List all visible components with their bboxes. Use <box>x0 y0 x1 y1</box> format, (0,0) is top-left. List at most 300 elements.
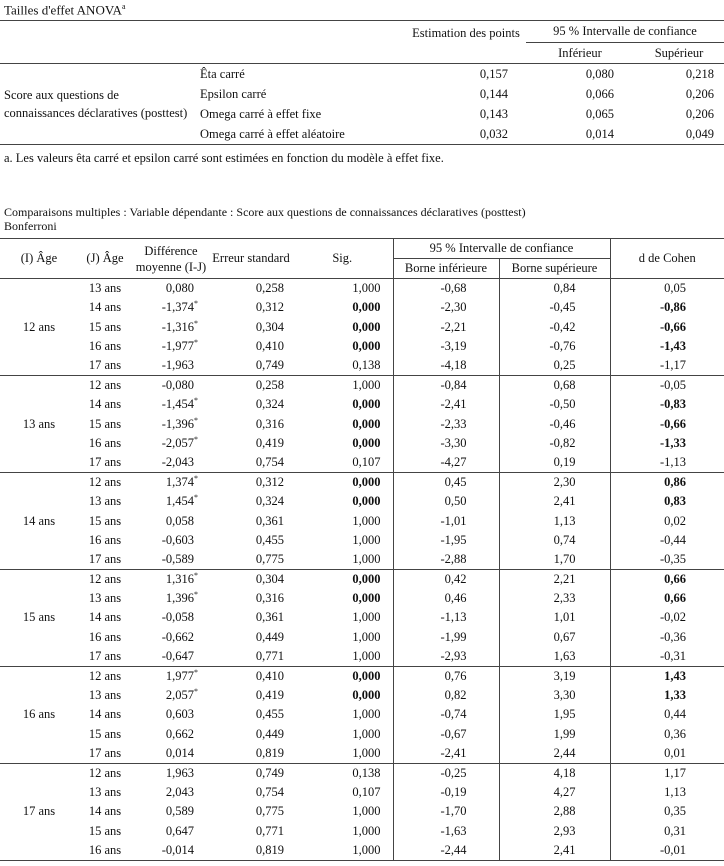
lower-bound: -4,18 <box>393 356 499 376</box>
anova-upper: 0,206 <box>685 106 714 121</box>
lower-bound: 0,50 <box>393 492 499 511</box>
anova-footnote: a. Les valeurs êta carré et epsilon carré sont estimées en fonction du modèle à effet fixe. <box>4 151 444 165</box>
comparison-row <box>0 376 724 396</box>
significance: 0,107 <box>352 454 381 469</box>
std-error: 0,819 <box>255 745 284 760</box>
anova-measure-name: Êta carré <box>200 66 245 81</box>
significance-marker: * <box>194 434 198 444</box>
comparison-row <box>0 356 724 376</box>
lower-bound: -1,99 <box>393 628 499 647</box>
header-j-age: (J) Âge <box>78 239 132 279</box>
significance: 0,000 <box>292 473 393 493</box>
significance: 1,000 <box>352 629 381 644</box>
comparison-row <box>0 492 724 511</box>
j-age: 17 ans <box>88 358 122 373</box>
lower-bound: -2,93 <box>393 647 499 667</box>
j-age: 17 ans <box>88 648 122 663</box>
upper-bound: 2,21 <box>499 570 610 590</box>
cohens-d: 0,44 <box>610 705 724 724</box>
multi-title-line: Comparaisons multiples : Variable dépendante : Score aux questions de connaissances déclaratives (posttest) <box>4 205 526 219</box>
anova-title: Tailles d'effet ANOVA$^a$ <box>4 2 126 18</box>
header-sig: Sig. <box>292 239 393 279</box>
lower-bound: -3,30 <box>393 434 499 453</box>
cohens-d: -0,44 <box>610 531 724 550</box>
std-error: 0,449 <box>255 726 284 741</box>
significance: 1,000 <box>292 279 393 299</box>
lower-bound: 0,82 <box>393 686 499 705</box>
lower-bound: -0,84 <box>393 376 499 396</box>
anova-header-lower: Inférieur <box>526 43 634 64</box>
cohens-d: -1,43 <box>610 337 724 356</box>
comparison-row <box>0 589 724 608</box>
lower-bound: -0,68 <box>393 279 499 299</box>
anova-measure-name: Omega carré à effet aléatoire <box>200 126 345 141</box>
lower-bound: -1,01 <box>393 511 499 530</box>
upper-bound: 1,95 <box>499 705 610 724</box>
j-age: 14 ans <box>88 804 122 819</box>
lower-bound: -1,70 <box>393 802 499 821</box>
std-error: 0,819 <box>210 841 292 861</box>
lower-bound: -0,74 <box>393 705 499 724</box>
mean-difference-value: -0,058 <box>161 610 194 625</box>
j-age: 13 ans <box>88 688 122 703</box>
lower-bound: -0,25 <box>393 763 499 783</box>
mean-difference-value: -0,080 <box>161 378 194 393</box>
anova-row-label: Score aux questions de connaissances déclaratives (posttest) <box>0 64 190 145</box>
mean-difference-value: -2,043 <box>161 454 194 469</box>
mean-difference <box>132 453 210 473</box>
anova-header-ci: 95 % Intervalle de confiance <box>526 21 724 43</box>
std-error: 0,312 <box>210 473 292 493</box>
significance: 1,000 <box>352 648 381 663</box>
upper-bound: 0,25 <box>499 356 610 376</box>
comparison-row <box>0 725 724 744</box>
mean-difference <box>132 434 210 453</box>
std-error: 0,449 <box>255 629 284 644</box>
significance: 0,000 <box>292 570 393 590</box>
mean-difference-value: 2,057 <box>165 688 194 703</box>
mean-difference <box>132 376 210 396</box>
mean-difference-value: 0,603 <box>165 707 194 722</box>
lower-bound: -2,33 <box>393 415 499 434</box>
cohens-d: -0,86 <box>610 298 724 317</box>
upper-bound: 2,93 <box>499 821 610 840</box>
comparison-row <box>0 686 724 705</box>
lower-bound: -1,63 <box>393 821 499 840</box>
upper-bound: 1,70 <box>499 550 610 570</box>
j-age: 14 ans <box>88 300 122 315</box>
std-error: 0,410 <box>255 338 284 353</box>
mean-difference-value: -1,963 <box>161 358 194 373</box>
upper-bound: 2,33 <box>499 589 610 608</box>
significance: 0,000 <box>352 688 381 703</box>
upper-bound: 0,67 <box>499 628 610 647</box>
significance: 0,138 <box>352 358 381 373</box>
lower-bound: 0,46 <box>393 589 499 608</box>
significance: 1,000 <box>352 610 381 625</box>
significance: 1,000 <box>352 804 381 819</box>
std-error: 0,361 <box>255 513 284 528</box>
cohens-d: 0,36 <box>610 725 724 744</box>
header-upper-bound: Borne supérieure <box>499 259 610 279</box>
mean-difference-value: 2,043 <box>165 785 194 800</box>
mean-difference <box>132 783 210 802</box>
significance: 0,000 <box>292 666 393 686</box>
std-error: 0,771 <box>255 648 284 663</box>
comparison-row <box>0 531 724 550</box>
j-age: 12 ans <box>78 376 132 396</box>
mean-difference-value: -1,374 <box>161 300 194 315</box>
mean-difference <box>132 473 210 493</box>
comparison-row <box>0 608 724 627</box>
mean-difference-value: -0,647 <box>161 648 194 663</box>
mean-difference-value: 0,014 <box>165 745 194 760</box>
significance: 0,000 <box>352 494 381 509</box>
anova-estimate: 0,032 <box>479 126 508 141</box>
lower-bound: 0,45 <box>393 473 499 493</box>
mean-difference <box>132 279 210 299</box>
j-age: 16 ans <box>88 532 122 547</box>
cohens-d: 0,35 <box>610 802 724 821</box>
comparison-row <box>0 337 724 356</box>
lower-bound: -0,67 <box>393 725 499 744</box>
upper-bound: -0,76 <box>499 337 610 356</box>
significance: 0,107 <box>352 785 381 800</box>
std-error: 0,754 <box>255 785 284 800</box>
j-age: 12 ans <box>78 473 132 493</box>
j-age: 16 ans <box>88 435 122 450</box>
std-error: 0,304 <box>210 570 292 590</box>
cohens-d: 0,66 <box>610 570 724 590</box>
cohens-d: -0,31 <box>610 647 724 667</box>
significance-marker: * <box>194 337 198 347</box>
anova-estimate: 0,157 <box>479 66 508 81</box>
lower-bound: -2,30 <box>393 298 499 317</box>
std-error: 0,258 <box>210 279 292 299</box>
mean-difference-value: 1,454 <box>165 494 194 509</box>
comparison-row <box>0 473 724 493</box>
i-age-label: 17 ans <box>0 763 78 860</box>
mean-difference <box>132 511 210 530</box>
j-age: 13 ans <box>88 591 122 606</box>
upper-bound: -0,82 <box>499 434 610 453</box>
mean-difference-value: 0,058 <box>165 513 194 528</box>
upper-bound: 0,19 <box>499 453 610 473</box>
mean-difference <box>132 608 210 627</box>
upper-bound: 2,44 <box>499 744 610 764</box>
lower-bound: -1,95 <box>393 531 499 550</box>
std-error: 0,419 <box>255 688 284 703</box>
mean-difference-value: 0,647 <box>165 823 194 838</box>
anova-measure-name: Epsilon carré <box>200 86 267 101</box>
j-age: 17 ans <box>88 454 122 469</box>
std-error: 0,410 <box>210 666 292 686</box>
comparison-row <box>0 821 724 840</box>
cohens-d: 0,83 <box>610 492 724 511</box>
comparison-row <box>0 783 724 802</box>
significance: 1,000 <box>292 376 393 396</box>
comparison-row <box>0 744 724 764</box>
std-error: 0,749 <box>210 763 292 783</box>
mean-difference <box>132 356 210 376</box>
mean-difference <box>132 763 210 783</box>
mean-difference-value: -1,316 <box>161 319 194 334</box>
j-age: 17 ans <box>88 551 122 566</box>
mean-difference <box>132 589 210 608</box>
std-error: 0,316 <box>255 591 284 606</box>
mean-difference <box>132 705 210 724</box>
i-age-label: 12 ans <box>0 279 78 376</box>
significance-marker: * <box>194 474 198 483</box>
comparison-row <box>0 453 724 473</box>
mean-difference <box>132 337 210 356</box>
upper-bound: 1,01 <box>499 608 610 627</box>
significance-marker: * <box>194 493 198 503</box>
mean-difference-value: -2,057 <box>161 435 194 450</box>
j-age: 15 ans <box>88 319 122 334</box>
comparison-row <box>0 550 724 570</box>
cohens-d: -0,66 <box>610 415 724 434</box>
cohens-d: 0,02 <box>610 511 724 530</box>
header-ci: 95 % Intervalle de confiance <box>393 239 610 259</box>
std-error: 0,455 <box>255 532 284 547</box>
mean-difference <box>132 802 210 821</box>
mean-difference-value: 1,963 <box>165 765 194 780</box>
upper-bound: -0,45 <box>499 298 610 317</box>
std-error: 0,316 <box>255 416 284 431</box>
j-age: 14 ans <box>88 397 122 412</box>
i-age-label: 13 ans <box>0 376 78 473</box>
upper-bound: -0,42 <box>499 318 610 337</box>
j-age: 15 ans <box>88 823 122 838</box>
std-error: 0,312 <box>255 300 284 315</box>
mean-difference-value: -1,977 <box>161 338 194 353</box>
comparison-row <box>0 395 724 414</box>
anova-lower: 0,066 <box>585 86 614 101</box>
std-error: 0,361 <box>255 610 284 625</box>
anova-effect-size-table <box>0 20 724 145</box>
significance-marker: * <box>194 687 198 697</box>
anova-title-footnote-marker: a <box>121 2 126 11</box>
comparison-row <box>0 511 724 530</box>
j-age: 14 ans <box>88 707 122 722</box>
cohens-d: -0,83 <box>610 395 724 414</box>
anova-lower: 0,065 <box>585 106 614 121</box>
lower-bound: 0,42 <box>393 570 499 590</box>
anova-estimate: 0,143 <box>479 106 508 121</box>
std-error: 0,258 <box>210 376 292 396</box>
significance: 0,000 <box>352 435 381 450</box>
significance-marker: * <box>194 396 198 406</box>
comparison-row <box>0 318 724 337</box>
upper-bound: 1,99 <box>499 725 610 744</box>
cohens-d: -0,05 <box>610 376 724 396</box>
j-age: 16 ans <box>88 338 122 353</box>
j-age: 15 ans <box>88 513 122 528</box>
significance: 0,138 <box>292 763 393 783</box>
significance: 1,000 <box>352 726 381 741</box>
cohens-d: 1,13 <box>610 783 724 802</box>
cohens-d: 0,86 <box>610 473 724 493</box>
upper-bound: 2,30 <box>499 473 610 493</box>
comparison-row <box>0 279 724 299</box>
significance-marker: * <box>194 415 198 425</box>
comparison-row <box>0 763 724 783</box>
significance: 0,000 <box>352 591 381 606</box>
header-cohens-d: d de Cohen <box>610 239 724 279</box>
cohens-d: 0,05 <box>610 279 724 299</box>
j-age: 14 ans <box>88 610 122 625</box>
multi-method: Bonferroni <box>4 219 57 233</box>
anova-lower: 0,014 <box>585 126 614 141</box>
mean-difference-value: 1,977 <box>165 669 194 684</box>
upper-bound: 2,88 <box>499 802 610 821</box>
mean-difference <box>132 550 210 570</box>
comparison-row <box>0 705 724 724</box>
header-std-error: Erreur standard <box>210 239 292 279</box>
i-age-label: 16 ans <box>0 666 78 763</box>
anova-lower: 0,080 <box>585 66 614 81</box>
upper-bound: 2,41 <box>499 841 610 861</box>
comparison-row <box>0 802 724 821</box>
anova-header-upper: Supérieur <box>634 43 724 64</box>
mean-difference-value: 0,080 <box>165 281 194 296</box>
significance: 0,000 <box>352 338 381 353</box>
significance: 0,000 <box>352 416 381 431</box>
j-age: 13 ans <box>88 494 122 509</box>
mean-difference <box>132 415 210 434</box>
lower-bound: -2,88 <box>393 550 499 570</box>
j-age: 17 ans <box>88 745 122 760</box>
significance-marker: * <box>194 299 198 309</box>
mean-difference-value: 1,374 <box>165 475 194 490</box>
std-error: 0,324 <box>255 494 284 509</box>
mean-difference-value: 1,316 <box>165 572 194 587</box>
cohens-d: -0,36 <box>610 628 724 647</box>
mean-difference-value: -1,396 <box>161 416 194 431</box>
mean-difference <box>132 725 210 744</box>
upper-bound: 2,41 <box>499 492 610 511</box>
upper-bound: -0,50 <box>499 395 610 414</box>
std-error: 0,754 <box>255 454 284 469</box>
comparison-row <box>0 434 724 453</box>
upper-bound: -0,46 <box>499 415 610 434</box>
j-age: 16 ans <box>78 841 132 861</box>
anova-upper: 0,049 <box>685 126 714 141</box>
anova-estimate: 0,144 <box>479 86 508 101</box>
header-i-age: (I) Âge <box>0 239 78 279</box>
anova-upper: 0,206 <box>685 86 714 101</box>
std-error: 0,749 <box>255 358 284 373</box>
mean-difference <box>132 744 210 764</box>
significance: 1,000 <box>352 823 381 838</box>
cohens-d: -1,17 <box>610 356 724 376</box>
significance: 1,000 <box>352 532 381 547</box>
i-age-label: 14 ans <box>0 473 78 570</box>
mean-difference <box>132 570 210 590</box>
comparison-row <box>0 298 724 317</box>
mean-difference <box>132 395 210 414</box>
upper-bound: 0,84 <box>499 279 610 299</box>
mean-difference-value: 0,662 <box>165 726 194 741</box>
significance: 0,000 <box>352 300 381 315</box>
cohens-d: -0,66 <box>610 318 724 337</box>
upper-bound: 0,68 <box>499 376 610 396</box>
comparison-row <box>0 570 724 590</box>
cohens-d: 1,17 <box>610 763 724 783</box>
lower-bound: -2,41 <box>393 395 499 414</box>
j-age: 12 ans <box>78 666 132 686</box>
lower-bound: -2,21 <box>393 318 499 337</box>
header-lower-bound: Borne inférieure <box>393 259 499 279</box>
lower-bound: -1,13 <box>393 608 499 627</box>
std-error: 0,775 <box>255 551 284 566</box>
std-error: 0,455 <box>255 707 284 722</box>
cohens-d: 0,31 <box>610 821 724 840</box>
multiple-comparisons-table <box>0 238 724 861</box>
mean-difference <box>132 841 210 861</box>
significance: 1,000 <box>352 707 381 722</box>
j-age: 13 ans <box>78 279 132 299</box>
cohens-d: 1,43 <box>610 666 724 686</box>
mean-difference <box>132 318 210 337</box>
j-age: 16 ans <box>88 629 122 644</box>
comparison-row <box>0 647 724 667</box>
significance: 0,000 <box>352 397 381 412</box>
upper-bound: 1,63 <box>499 647 610 667</box>
significance: 1,000 <box>352 745 381 760</box>
j-age: 13 ans <box>88 785 122 800</box>
significance: 1,000 <box>352 513 381 528</box>
j-age: 12 ans <box>78 570 132 590</box>
mean-difference <box>132 686 210 705</box>
mean-difference <box>132 647 210 667</box>
significance-marker: * <box>194 570 198 580</box>
cohens-d: -0,02 <box>610 608 724 627</box>
anova-header-estimation: Estimation des points <box>406 21 526 64</box>
mean-difference-value: -1,454 <box>161 397 194 412</box>
i-age-label: 15 ans <box>0 570 78 667</box>
j-age: 15 ans <box>88 726 122 741</box>
std-error: 0,304 <box>255 319 284 334</box>
mean-difference <box>132 531 210 550</box>
comparison-row <box>0 628 724 647</box>
upper-bound: 3,19 <box>499 666 610 686</box>
significance: 0,000 <box>352 319 381 334</box>
cohens-d: 0,01 <box>610 744 724 764</box>
lower-bound: -2,41 <box>393 744 499 764</box>
significance-marker: * <box>194 318 198 328</box>
std-error: 0,771 <box>255 823 284 838</box>
cohens-d: -1,33 <box>610 434 724 453</box>
lower-bound: 0,76 <box>393 666 499 686</box>
mean-difference <box>132 492 210 511</box>
j-age: 15 ans <box>88 416 122 431</box>
multi-title <box>4 205 526 233</box>
significance: 1,000 <box>352 551 381 566</box>
header-mean-difference: Différence moyenne (I-J) <box>132 239 210 279</box>
cohens-d: -1,13 <box>610 453 724 473</box>
mean-difference <box>132 298 210 317</box>
upper-bound: 4,27 <box>499 783 610 802</box>
mean-difference-value: -0,662 <box>161 629 194 644</box>
cohens-d: 0,66 <box>610 589 724 608</box>
j-age: 12 ans <box>78 763 132 783</box>
cohens-d: 1,33 <box>610 686 724 705</box>
mean-difference-value: -0,014 <box>161 842 194 857</box>
upper-bound: 0,74 <box>499 531 610 550</box>
mean-difference-value: 1,396 <box>165 591 194 606</box>
